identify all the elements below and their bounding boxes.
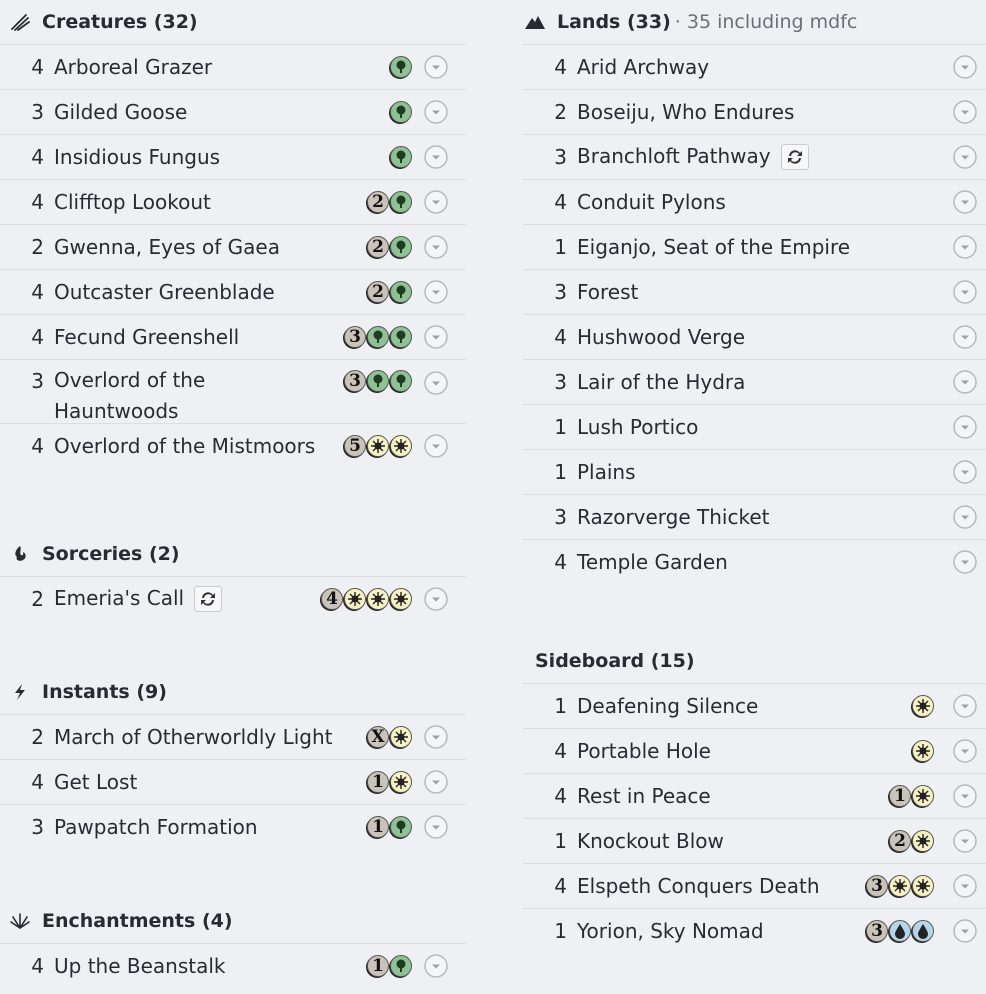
green-mana-icon bbox=[390, 56, 412, 78]
section-title: Lands (33) bbox=[557, 11, 671, 33]
card-row[interactable] bbox=[523, 314, 986, 359]
chevron-down-icon[interactable] bbox=[953, 739, 977, 763]
card-quantity: 2 bbox=[31, 587, 44, 611]
white-mana-icon bbox=[889, 875, 911, 897]
section-title: Creatures (32) bbox=[42, 11, 198, 33]
card-quantity: 1 bbox=[554, 829, 567, 853]
mana-cost bbox=[367, 816, 412, 838]
card-row[interactable] bbox=[0, 714, 466, 759]
mana-cost bbox=[390, 56, 412, 78]
card-name[interactable] bbox=[577, 460, 986, 484]
generic-mana-icon: 1 bbox=[367, 816, 389, 838]
card-row[interactable] bbox=[0, 269, 466, 314]
section-creatures bbox=[0, 0, 466, 468]
mana-cost bbox=[912, 695, 934, 717]
white-mana-icon bbox=[912, 695, 934, 717]
card-name-text: Gilded Goose bbox=[54, 100, 188, 124]
mana-cost bbox=[866, 920, 934, 942]
card-row[interactable] bbox=[523, 269, 986, 314]
section-sorceries bbox=[0, 532, 466, 621]
card-row[interactable] bbox=[523, 404, 986, 449]
creature-icon bbox=[8, 12, 32, 32]
chevron-down-icon[interactable] bbox=[424, 725, 448, 749]
section-enchantments bbox=[0, 899, 466, 988]
chevron-down-icon[interactable] bbox=[424, 434, 448, 458]
card-row[interactable] bbox=[523, 908, 986, 953]
card-name-text: Overlord of the Mistmoors bbox=[54, 434, 316, 458]
white-mana-icon bbox=[912, 785, 934, 807]
chevron-down-icon[interactable] bbox=[953, 100, 977, 124]
white-mana-icon bbox=[390, 588, 412, 610]
card-name-text: Get Lost bbox=[54, 770, 138, 794]
green-mana-icon bbox=[390, 370, 412, 392]
card-name[interactable] bbox=[577, 280, 986, 304]
green-mana-icon bbox=[390, 146, 412, 168]
white-mana-icon bbox=[390, 726, 412, 748]
card-quantity: 4 bbox=[31, 325, 44, 349]
card-row[interactable] bbox=[523, 224, 986, 269]
card-row[interactable] bbox=[0, 576, 466, 621]
mana-cost bbox=[367, 281, 412, 303]
land-icon bbox=[523, 12, 547, 32]
section-header bbox=[523, 639, 986, 683]
card-row[interactable] bbox=[0, 179, 466, 224]
white-mana-icon bbox=[390, 435, 412, 457]
card-name-text: Branchloft Pathway bbox=[577, 143, 771, 168]
section-subtitle: · 35 including mdfc bbox=[674, 11, 858, 33]
chevron-down-icon[interactable] bbox=[424, 145, 448, 169]
generic-mana-icon: 2 bbox=[367, 236, 389, 258]
card-name[interactable] bbox=[54, 365, 264, 427]
card-row[interactable] bbox=[0, 134, 466, 179]
card-row[interactable] bbox=[523, 863, 986, 908]
card-name[interactable] bbox=[577, 100, 986, 124]
card-row[interactable] bbox=[523, 539, 986, 584]
green-mana-icon bbox=[390, 281, 412, 303]
chevron-down-icon[interactable] bbox=[953, 235, 977, 259]
white-mana-icon bbox=[344, 588, 366, 610]
chevron-down-icon[interactable] bbox=[953, 55, 977, 79]
card-quantity: 4 bbox=[554, 784, 567, 808]
card-row[interactable] bbox=[523, 494, 986, 539]
card-name-text: Gwenna, Eyes of Gaea bbox=[54, 235, 280, 259]
card-name-text: Hushwood Verge bbox=[577, 325, 745, 349]
chevron-down-icon[interactable] bbox=[424, 100, 448, 124]
mana-cost bbox=[367, 771, 412, 793]
card-row[interactable] bbox=[523, 773, 986, 818]
chevron-down-icon[interactable] bbox=[424, 235, 448, 259]
instant-icon bbox=[8, 682, 32, 702]
enchantment-icon bbox=[8, 911, 32, 931]
section-instants bbox=[0, 670, 466, 849]
card-name-text: Eiganjo, Seat of the Empire bbox=[577, 235, 851, 259]
chevron-down-icon[interactable] bbox=[953, 145, 977, 169]
card-name-text: Lair of the Hydra bbox=[577, 370, 746, 394]
chevron-down-icon[interactable] bbox=[424, 55, 448, 79]
white-mana-icon bbox=[367, 435, 389, 457]
chevron-down-icon[interactable] bbox=[953, 415, 977, 439]
section-header bbox=[523, 0, 986, 44]
card-name-text: Elspeth Conquers Death bbox=[577, 874, 820, 898]
mana-cost bbox=[367, 955, 412, 977]
card-name[interactable] bbox=[577, 325, 986, 349]
card-row[interactable] bbox=[0, 423, 466, 468]
chevron-down-icon[interactable] bbox=[424, 190, 448, 214]
chevron-down-icon[interactable] bbox=[424, 325, 448, 349]
blue-mana-icon bbox=[912, 920, 934, 942]
green-mana-icon bbox=[390, 816, 412, 838]
card-name[interactable] bbox=[577, 190, 986, 214]
card-row[interactable] bbox=[523, 134, 986, 179]
card-name-text: Arid Archway bbox=[577, 55, 710, 79]
card-quantity: 4 bbox=[31, 954, 44, 978]
card-quantity: 4 bbox=[554, 739, 567, 763]
green-mana-icon bbox=[390, 326, 412, 348]
green-mana-icon bbox=[390, 191, 412, 213]
chevron-down-icon[interactable] bbox=[953, 370, 977, 394]
generic-mana-icon: 3 bbox=[866, 875, 888, 897]
mana-cost bbox=[866, 875, 934, 897]
generic-mana-icon: 3 bbox=[866, 920, 888, 942]
card-name-text: Fecund Greenshell bbox=[54, 325, 240, 349]
card-quantity: 3 bbox=[554, 145, 567, 169]
card-quantity: 4 bbox=[31, 145, 44, 169]
section-header bbox=[0, 0, 466, 44]
white-mana-icon bbox=[912, 875, 934, 897]
card-name-text: March of Otherworldly Light bbox=[54, 725, 333, 749]
chevron-down-icon[interactable] bbox=[424, 954, 448, 978]
chevron-down-icon[interactable] bbox=[424, 815, 448, 839]
card-quantity: 2 bbox=[554, 100, 567, 124]
card-row[interactable] bbox=[523, 359, 986, 404]
card-quantity: 2 bbox=[31, 725, 44, 749]
generic-mana-icon: 3 bbox=[344, 370, 366, 392]
card-name-text: Temple Garden bbox=[577, 550, 728, 574]
section-title: Sideboard (15) bbox=[535, 650, 695, 672]
mana-cost bbox=[390, 146, 412, 168]
mana-cost bbox=[344, 370, 412, 392]
section-lands bbox=[523, 0, 986, 584]
green-mana-icon bbox=[390, 955, 412, 977]
card-name[interactable] bbox=[577, 370, 986, 394]
card-row[interactable] bbox=[523, 179, 986, 224]
card-name-text: Overlord of the Hauntwoods bbox=[54, 368, 206, 423]
card-name[interactable] bbox=[577, 144, 986, 171]
card-quantity: 4 bbox=[554, 190, 567, 214]
white-mana-icon bbox=[912, 740, 934, 762]
card-name[interactable] bbox=[577, 55, 986, 79]
section-header bbox=[0, 532, 466, 576]
card-row[interactable] bbox=[0, 804, 466, 849]
mana-cost bbox=[367, 191, 412, 213]
card-name-text: Clifftop Lookout bbox=[54, 190, 211, 214]
card-quantity: 1 bbox=[554, 415, 567, 439]
card-name[interactable] bbox=[577, 550, 986, 574]
chevron-down-icon[interactable] bbox=[953, 784, 977, 808]
card-quantity: 4 bbox=[554, 550, 567, 574]
section-title: Instants (9) bbox=[42, 681, 167, 703]
white-mana-icon bbox=[390, 771, 412, 793]
card-name-text: Deafening Silence bbox=[577, 694, 759, 718]
chevron-down-icon[interactable] bbox=[424, 280, 448, 304]
card-name-text: Up the Beanstalk bbox=[54, 954, 226, 978]
mana-cost bbox=[889, 830, 934, 852]
card-quantity: 3 bbox=[31, 369, 44, 393]
card-name[interactable] bbox=[577, 415, 986, 439]
section-title: Sorceries (2) bbox=[42, 543, 180, 565]
generic-mana-icon: 2 bbox=[889, 830, 911, 852]
section-header bbox=[0, 670, 466, 714]
card-quantity: 1 bbox=[554, 694, 567, 718]
card-row[interactable] bbox=[523, 683, 986, 728]
card-name-text: Arboreal Grazer bbox=[54, 55, 213, 79]
green-mana-icon bbox=[367, 326, 389, 348]
card-row[interactable] bbox=[523, 89, 986, 134]
card-name-text: Knockout Blow bbox=[577, 829, 724, 853]
green-mana-icon bbox=[367, 370, 389, 392]
card-row[interactable] bbox=[0, 314, 466, 359]
transform-icon[interactable] bbox=[781, 144, 809, 170]
section-title: Enchantments (4) bbox=[42, 910, 233, 932]
white-mana-icon bbox=[367, 588, 389, 610]
generic-mana-icon: 5 bbox=[344, 435, 366, 457]
generic-mana-icon: 4 bbox=[321, 588, 343, 610]
card-quantity: 4 bbox=[554, 874, 567, 898]
card-quantity: 3 bbox=[554, 280, 567, 304]
generic-mana-icon: X bbox=[367, 726, 389, 748]
card-name-text: Rest in Peace bbox=[577, 784, 711, 808]
card-name-text: Emeria's Call bbox=[54, 585, 185, 610]
card-row[interactable] bbox=[0, 759, 466, 804]
card-quantity: 4 bbox=[31, 280, 44, 304]
chevron-down-icon[interactable] bbox=[953, 550, 977, 574]
card-name-text: Forest bbox=[577, 280, 639, 304]
sorcery-icon bbox=[8, 544, 32, 564]
card-name-text: Outcaster Greenblade bbox=[54, 280, 275, 304]
card-row[interactable] bbox=[0, 44, 466, 89]
chevron-down-icon[interactable] bbox=[953, 325, 977, 349]
chevron-down-icon[interactable] bbox=[424, 371, 448, 395]
transform-icon[interactable] bbox=[194, 586, 222, 612]
card-quantity: 3 bbox=[554, 505, 567, 529]
generic-mana-icon: 1 bbox=[889, 785, 911, 807]
card-quantity: 4 bbox=[31, 770, 44, 794]
card-quantity: 1 bbox=[554, 235, 567, 259]
card-quantity: 1 bbox=[554, 460, 567, 484]
generic-mana-icon: 2 bbox=[367, 191, 389, 213]
card-quantity: 2 bbox=[31, 235, 44, 259]
chevron-down-icon[interactable] bbox=[953, 280, 977, 304]
card-name-text: Yorion, Sky Nomad bbox=[577, 919, 764, 943]
card-row[interactable] bbox=[523, 728, 986, 773]
generic-mana-icon: 1 bbox=[367, 955, 389, 977]
card-quantity: 4 bbox=[554, 55, 567, 79]
section-sideboard bbox=[523, 639, 986, 953]
white-mana-icon bbox=[912, 830, 934, 852]
card-name-text: Razorverge Thicket bbox=[577, 505, 770, 529]
mana-cost bbox=[367, 236, 412, 258]
card-quantity: 1 bbox=[554, 919, 567, 943]
card-row[interactable] bbox=[0, 943, 466, 988]
chevron-down-icon[interactable] bbox=[953, 190, 977, 214]
card-quantity: 4 bbox=[31, 190, 44, 214]
card-quantity: 4 bbox=[554, 325, 567, 349]
section-header bbox=[0, 899, 466, 943]
card-name-text: Pawpatch Formation bbox=[54, 815, 258, 839]
mana-cost bbox=[390, 101, 412, 123]
card-quantity: 4 bbox=[31, 55, 44, 79]
chevron-down-icon[interactable] bbox=[953, 460, 977, 484]
card-name[interactable] bbox=[577, 235, 986, 259]
generic-mana-icon: 3 bbox=[344, 326, 366, 348]
mana-cost bbox=[344, 326, 412, 348]
mana-cost bbox=[889, 785, 934, 807]
generic-mana-icon: 2 bbox=[367, 281, 389, 303]
card-name-text: Plains bbox=[577, 460, 636, 484]
card-row[interactable] bbox=[0, 359, 466, 423]
chevron-down-icon[interactable] bbox=[953, 505, 977, 529]
chevron-down-icon[interactable] bbox=[953, 829, 977, 853]
mana-cost bbox=[321, 588, 412, 610]
mana-cost bbox=[912, 740, 934, 762]
card-name-text: Lush Portico bbox=[577, 415, 699, 439]
card-row[interactable] bbox=[0, 89, 466, 134]
mana-cost bbox=[367, 726, 412, 748]
chevron-down-icon[interactable] bbox=[424, 770, 448, 794]
blue-mana-icon bbox=[889, 920, 911, 942]
chevron-down-icon[interactable] bbox=[953, 874, 977, 898]
card-quantity: 3 bbox=[31, 815, 44, 839]
card-name-text: Insidious Fungus bbox=[54, 145, 221, 169]
card-name[interactable] bbox=[577, 505, 986, 529]
chevron-down-icon[interactable] bbox=[953, 919, 977, 943]
green-mana-icon bbox=[390, 101, 412, 123]
card-name-text: Portable Hole bbox=[577, 739, 711, 763]
card-row[interactable] bbox=[523, 818, 986, 863]
card-row[interactable] bbox=[0, 224, 466, 269]
mana-cost bbox=[344, 435, 412, 457]
card-name-text: Boseiju, Who Endures bbox=[577, 100, 795, 124]
card-row[interactable] bbox=[523, 449, 986, 494]
chevron-down-icon[interactable] bbox=[953, 694, 977, 718]
generic-mana-icon: 1 bbox=[367, 771, 389, 793]
card-name-text: Conduit Pylons bbox=[577, 190, 726, 214]
card-quantity: 3 bbox=[554, 370, 567, 394]
card-quantity: 4 bbox=[31, 434, 44, 458]
card-row[interactable] bbox=[523, 44, 986, 89]
green-mana-icon bbox=[390, 236, 412, 258]
chevron-down-icon[interactable] bbox=[424, 587, 448, 611]
card-quantity: 3 bbox=[31, 100, 44, 124]
